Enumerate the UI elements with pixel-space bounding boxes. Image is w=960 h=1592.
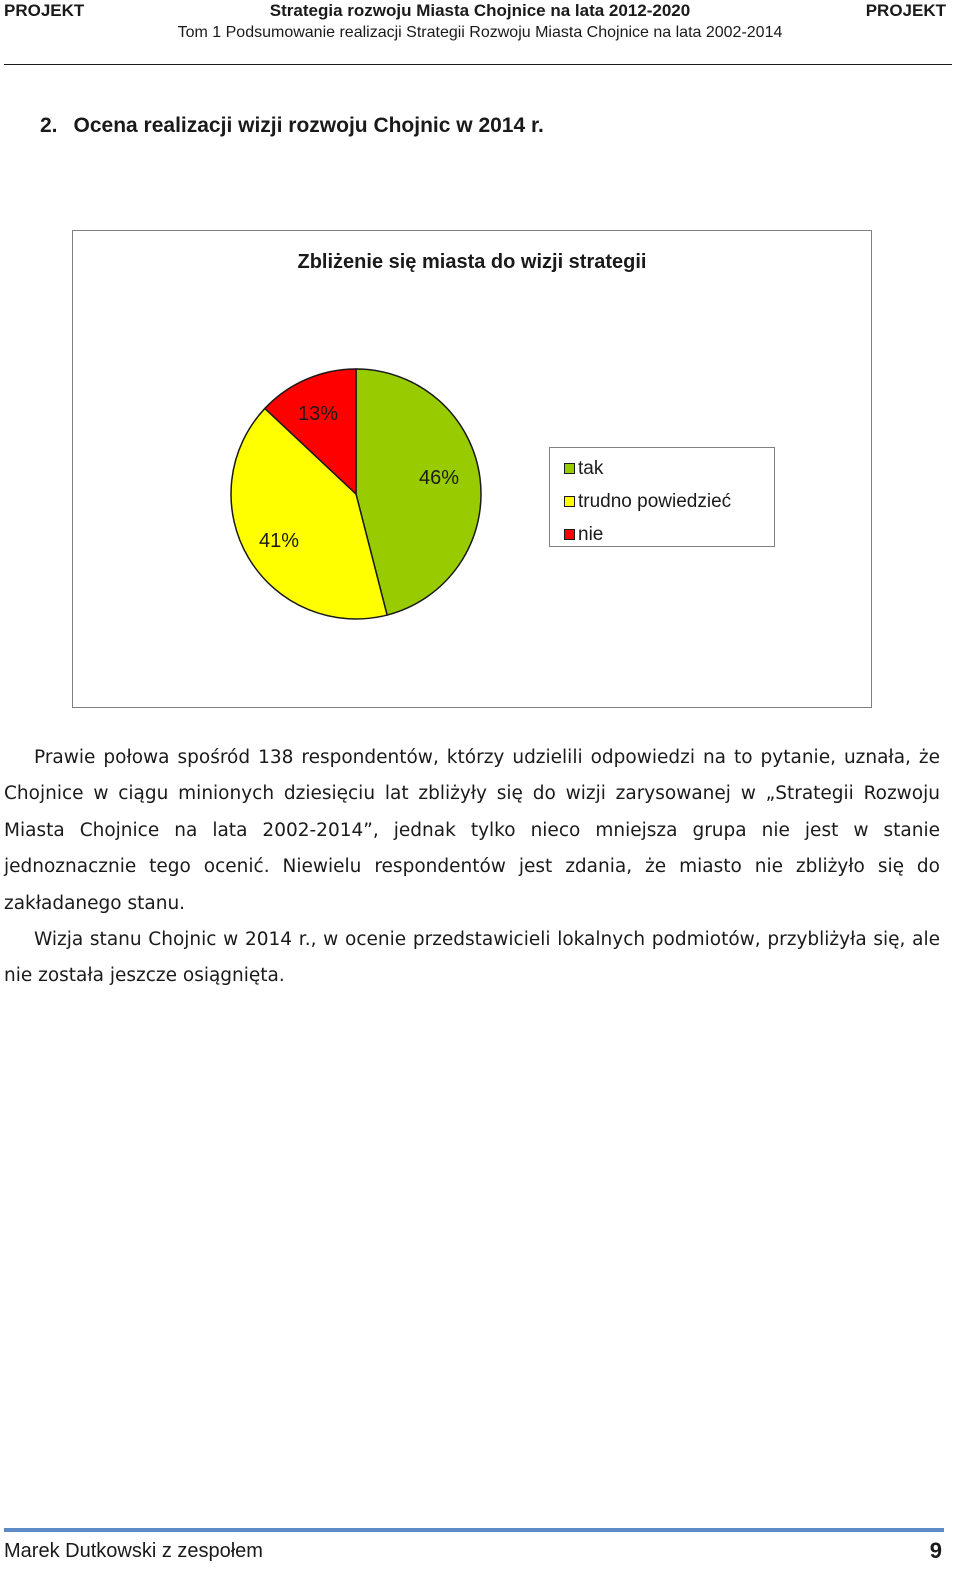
section-number: 2. bbox=[40, 114, 58, 137]
pie-label-nie: 13% bbox=[297, 403, 339, 425]
header-title: Strategia rozwoju Miasta Chojnice na lata 2012-2020 bbox=[269, 1, 691, 20]
chart-title: Zbliżenie się miasta do wizji strategii bbox=[297, 251, 647, 273]
paragraph-2: Wizja stanu Chojnic w 2014 r., w ocenie przedstawicieli lokalnych podmiotów, przybliżyła się, ale nie została jeszcze osiągnięta. bbox=[4, 929, 940, 987]
page-number: 9 bbox=[929, 1538, 942, 1563]
legend-item-tak bbox=[564, 452, 774, 485]
header-divider bbox=[4, 64, 952, 65]
header-subtitle: Tom 1 Podsumowanie realizacji Strategii Rozwoju Miasta Chojnice na lata 2002-2014 bbox=[177, 24, 783, 41]
chart-legend bbox=[549, 447, 775, 547]
footer-author: Marek Dutkowski z zespołem bbox=[4, 1540, 263, 1562]
legend-label-trudno-powiedziec: trudno powiedzieć bbox=[578, 490, 732, 512]
pie-chart bbox=[72, 230, 872, 708]
section-title: Ocena realizacji wizji rozwoju Chojnic w 2014 r. bbox=[73, 114, 544, 137]
legend-item-nie bbox=[564, 518, 774, 551]
paragraph-1: Prawie połowa spośród 138 respondentów, którzy udzielili odpowiedzi na to pytanie, uznała, że Chojnice w ciągu minionych dziesięciu lat zbliżyły się do wizji zarysowanej w „Strategii Rozwoju Miasta Chojnice na lata 2002-2014”, jednak tylko nieco mniejsza grupa nie jest w stanie jednoznacznie tego ocenić. Niewielu respondentów jest zdania, że miasto nie zbliżyło się do zakładanego stanu. bbox=[4, 747, 940, 914]
header-right-label: PROJEKT bbox=[865, 1, 946, 20]
pie-label-tak: 46% bbox=[418, 467, 460, 489]
pie-label-trudno-powiedziec: 41% bbox=[258, 530, 300, 552]
footer-divider bbox=[4, 1528, 944, 1532]
body-text bbox=[4, 740, 940, 995]
legend-swatch-nie bbox=[564, 529, 575, 540]
section-heading bbox=[40, 114, 544, 138]
legend-swatch-trudno-powiedziec bbox=[564, 496, 575, 507]
legend-label-tak: tak bbox=[578, 457, 604, 479]
legend-item-trudno-powiedziec bbox=[564, 485, 774, 518]
header-left-label: PROJEKT bbox=[4, 1, 85, 20]
legend-label-nie: nie bbox=[578, 523, 604, 545]
legend-swatch-tak bbox=[564, 463, 575, 474]
